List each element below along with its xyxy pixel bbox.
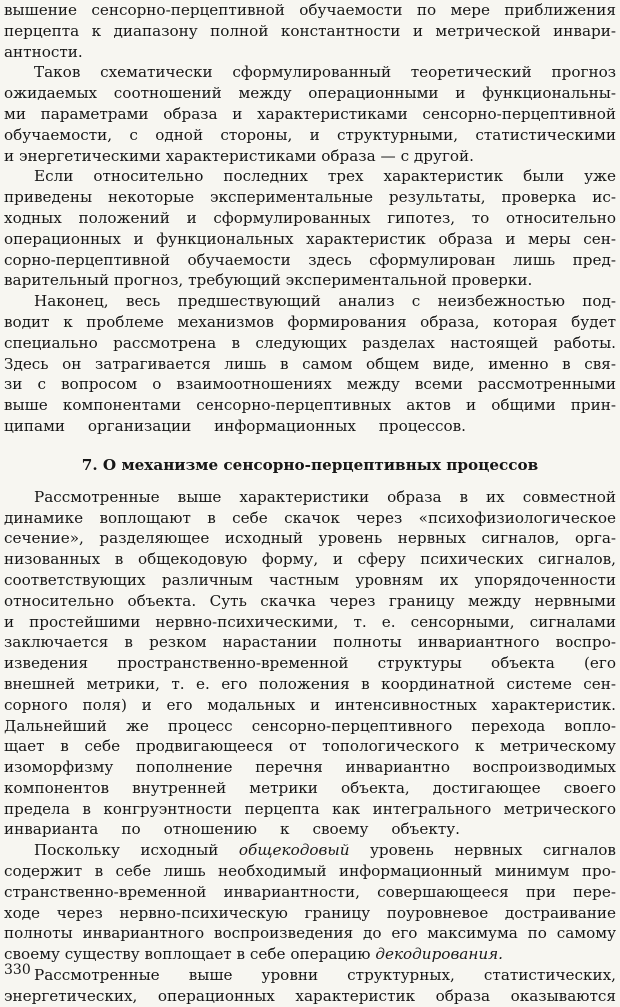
- text-line: внешней метрики, т. е. его положения в координатной системе сен-: [4, 674, 616, 693]
- text-line: ципами организации информационных процессов.: [4, 416, 466, 435]
- text-run: Поскольку исходный: [34, 841, 239, 860]
- text-line: приведены некоторые экспериментальные результаты, проверка ис-: [4, 188, 616, 207]
- text-line: содержит в себе лишь необходимый информационный минимум про-: [4, 862, 616, 881]
- text-line: Наконец, весь предшествующий анализ с неизбежностью под-: [34, 292, 616, 311]
- text-line: Таков схематически сформулированный теоретический прогноз: [34, 63, 616, 82]
- text-line: зи с вопросом о взаимоотношениях между всеми рассмотренными: [4, 375, 616, 394]
- paragraph: [4, 487, 616, 841]
- text-line: Здесь он затрагивается лишь в самом общем виде, именно в свя-: [4, 354, 616, 373]
- paragraph: [4, 0, 616, 62]
- text-line: обучаемости, с одной стороны, и структурными, статистическими: [4, 125, 616, 144]
- paragraph: [4, 965, 616, 1007]
- text-line: динамике воплощают в себе скачок через «психофизиологическое: [4, 508, 616, 527]
- text-line: водит к проблеме механизмов формирования образа, которая будет: [4, 312, 616, 331]
- text-line: щает в себе продвигающееся от топологического к метрическому: [4, 737, 616, 756]
- text-line: низованных в общекодовую форму, и сферу психических сигналов,: [4, 550, 616, 569]
- text-line: выше компонентами сенсорно-перцептивных актов и общими прин-: [4, 396, 616, 415]
- text-line: инварианта по отношению к своему объекту.: [4, 820, 460, 839]
- section-heading: 7. О механизме сенсорно-перцептивных процессов: [81, 455, 539, 474]
- text-line: изведения пространственно-временной структуры объекта (его: [4, 654, 616, 673]
- text-line: и энергетическими характеристиками образа — с другой.: [4, 146, 474, 165]
- page-number: 330: [4, 962, 31, 978]
- text-line: операционных и функциональных характеристик образа и меры сен-: [4, 229, 616, 248]
- text-line: ходе через нервно-психическую границу поуровневое достраивание: [4, 903, 616, 922]
- text-line: Рассмотренные выше характеристики образа в их совместной: [34, 487, 616, 506]
- text-line: предела в конгруэнтности перцепта как интегрального метрического: [4, 799, 616, 818]
- text-line: специально рассмотрена в следующих разделах настоящей работы.: [4, 333, 616, 352]
- paragraph: [4, 62, 616, 166]
- text-line: сорного поля) и его модальных и интенсивностных характеристик.: [4, 695, 616, 714]
- text-line: перцепта к диапазону полной константности и метрической инвари-: [4, 21, 616, 40]
- text-line: энергетических, операционных характеристик образа оказываются: [4, 986, 616, 1005]
- text-run: своему существу воплощает в себе операцию: [4, 945, 376, 964]
- text-line: варительный прогноз, требующий экспериментальной проверки.: [4, 271, 533, 290]
- emphasis-text: общекодовый: [238, 841, 350, 860]
- text-line: относительно объекта. Суть скачка через границу между нервными: [4, 591, 616, 610]
- text-line: сорно-перцептивной обучаемости здесь сформулирован лишь пред-: [4, 250, 616, 269]
- emphasis-text: декодирования.: [375, 945, 504, 964]
- paragraph: [4, 840, 616, 965]
- text-line: сечение», разделяющее исходный уровень нервных сигналов, орга-: [4, 529, 616, 548]
- text-line: Если относительно последних трех характеристик были уже: [34, 167, 616, 186]
- text-line: [4, 944, 616, 965]
- text-line: ходных положений и сформулированных гипотез, то относительно: [4, 208, 616, 227]
- text-line: ожидаемых соотношений между операционными и функциональны-: [4, 84, 616, 103]
- text-line: соответствующих различным частным уровням их упорядоченности: [4, 570, 616, 589]
- text-line: ми параметрами образа и характеристиками сенсорно-перцептивной: [4, 104, 616, 123]
- text-line: [4, 840, 616, 861]
- text-line: Дальнейший же процесс сенсорно-перцептивного перехода вопло-: [4, 716, 616, 735]
- text-line: вышение сенсорно-перцептивной обучаемости по мере приближения: [4, 1, 616, 19]
- text-run: уровень нервных сигналов: [349, 841, 616, 860]
- text-line: заключается в резком нарастании полноты инвариантного воспро-: [4, 633, 616, 652]
- text-line: изоморфизму пополнение перечня инвариантно воспроизводимых: [4, 758, 616, 777]
- text-line: и простейшими нервно-психическими, т. е. сенсорными, сигналами: [4, 612, 616, 631]
- page-text: [4, 0, 616, 1007]
- text-line: компонентов внутренней метрики объекта, достигающее своего: [4, 778, 616, 797]
- paragraph: [4, 291, 616, 437]
- text-line: Рассмотренные выше уровни структурных, статистических,: [34, 966, 616, 985]
- paragraph: [4, 166, 616, 291]
- text-line: антности.: [4, 42, 83, 61]
- text-line: полноты инвариантного воспроизведения до его максимума по самому: [4, 924, 616, 943]
- text-line: странственно-временной инвариантности, совершающееся при пере-: [4, 882, 616, 901]
